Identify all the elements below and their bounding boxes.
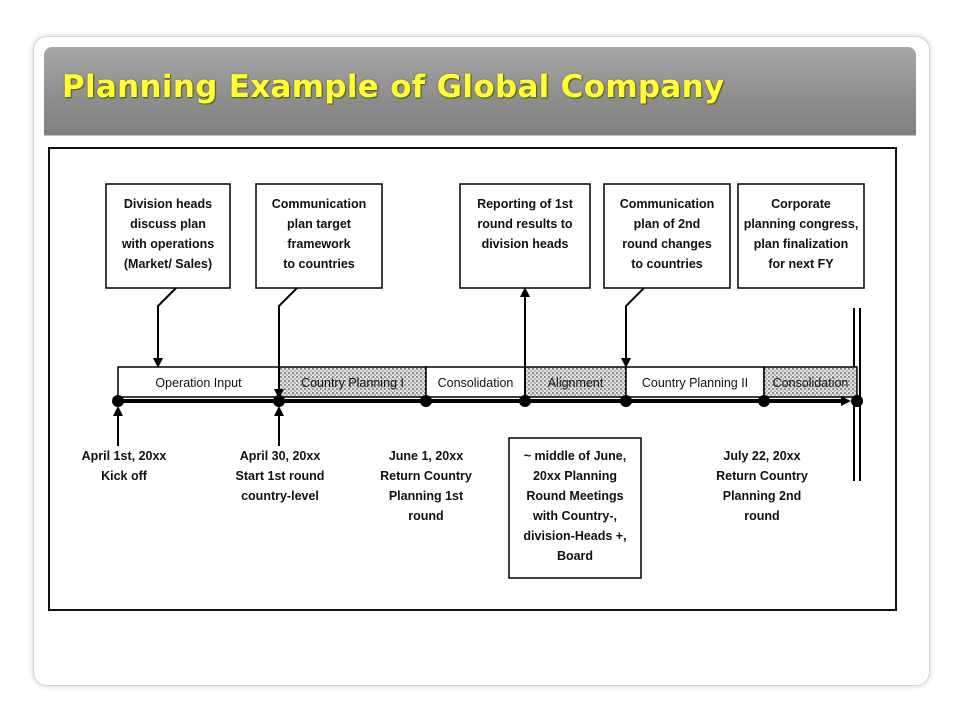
milestone-label-line: Start 1st round <box>235 469 325 483</box>
milestone-dot <box>273 395 285 407</box>
slide-card <box>33 36 930 686</box>
milestone-dot <box>758 395 770 407</box>
milestone-label-line: Planning 1st <box>388 489 464 503</box>
bottom-milestone-labels <box>82 411 808 578</box>
milestone-label-line: ~ middle of June, <box>523 449 627 463</box>
annotation-box-text-line: Corporate <box>771 197 831 211</box>
milestone-label-line: Return Country <box>380 469 472 483</box>
annotation-box-text-line: to countries <box>283 257 355 271</box>
phase-segment-label: Country Planning I <box>301 376 404 390</box>
milestone-dot <box>420 395 432 407</box>
annotation-box-text-line: plan target <box>287 217 351 231</box>
milestone-label-line: 20xx Planning <box>532 469 618 483</box>
phase-segment-label: Operation Input <box>155 376 242 390</box>
annotation-box-text-line: for next FY <box>768 257 834 271</box>
milestone-label-line: Round Meetings <box>526 489 624 503</box>
milestone-label-line: with Country-, <box>532 509 618 523</box>
timeline-diagram <box>44 136 916 622</box>
milestone-label-line: round <box>408 509 444 523</box>
milestone-label-line: Return Country <box>716 469 808 483</box>
planning-timeline-figure <box>44 135 916 622</box>
milestone-label-line: round <box>744 509 780 523</box>
annotation-box-text-line: round results to <box>477 217 573 231</box>
annotation-box-text-line: Communication <box>271 197 367 211</box>
milestone-label-line: Board <box>556 549 594 563</box>
annotation-box-text-line: division heads <box>481 237 569 251</box>
annotation-box-text-line: planning congress, <box>743 217 859 231</box>
milestone-label <box>716 449 808 523</box>
annotation-box-text-line: Division heads <box>123 197 213 211</box>
milestone-label-line: April 1st, 20xx <box>81 449 167 463</box>
milestone-label <box>82 449 167 483</box>
annotation-box-text-line: discuss plan <box>130 217 206 231</box>
milestone-label <box>380 449 472 523</box>
annotation-box-text-line: round changes <box>622 237 712 251</box>
annotation-box-text-line: to countries <box>631 257 703 271</box>
phase-segment-label: Consolidation <box>772 376 849 390</box>
milestone-dot <box>851 395 863 407</box>
annotation-box-text-line: with operations <box>121 237 215 251</box>
milestone-label-line: July 22, 20xx <box>723 449 801 463</box>
phase-segments <box>118 367 857 397</box>
milestone-dot <box>620 395 632 407</box>
title-banner <box>44 47 916 135</box>
milestone-label-line: country-level <box>241 489 319 503</box>
annotation-box-text-line: Communication <box>619 197 715 211</box>
phase-segment-label: Country Planning II <box>641 376 749 390</box>
phase-segment-label: Alignment <box>547 376 604 390</box>
milestone-label-line: April 30, 20xx <box>239 449 321 463</box>
annotation-box-text-line: framework <box>287 237 351 251</box>
connector-arrow <box>626 288 644 363</box>
annotation-box-text <box>477 197 574 251</box>
annotation-box-text-line: plan of 2nd <box>633 217 701 231</box>
connector-arrow <box>158 288 176 363</box>
milestone-dot <box>112 395 124 407</box>
milestone-label-line: June 1, 20xx <box>388 449 464 463</box>
slide-title: Planning Example of Global Company <box>62 69 725 105</box>
annotation-box-text-line: Reporting of 1st <box>477 197 573 211</box>
milestone-label-line: Planning 2nd <box>722 489 802 503</box>
annotation-box-text-line: plan finalization <box>753 237 849 251</box>
milestone-label-line: Kick off <box>101 469 147 483</box>
annotation-box-text-line: (Market/ Sales) <box>123 257 213 271</box>
milestone-label <box>236 449 325 503</box>
phase-segment-label: Consolidation <box>437 376 514 390</box>
milestone-label-line: division-Heads +, <box>523 529 627 543</box>
